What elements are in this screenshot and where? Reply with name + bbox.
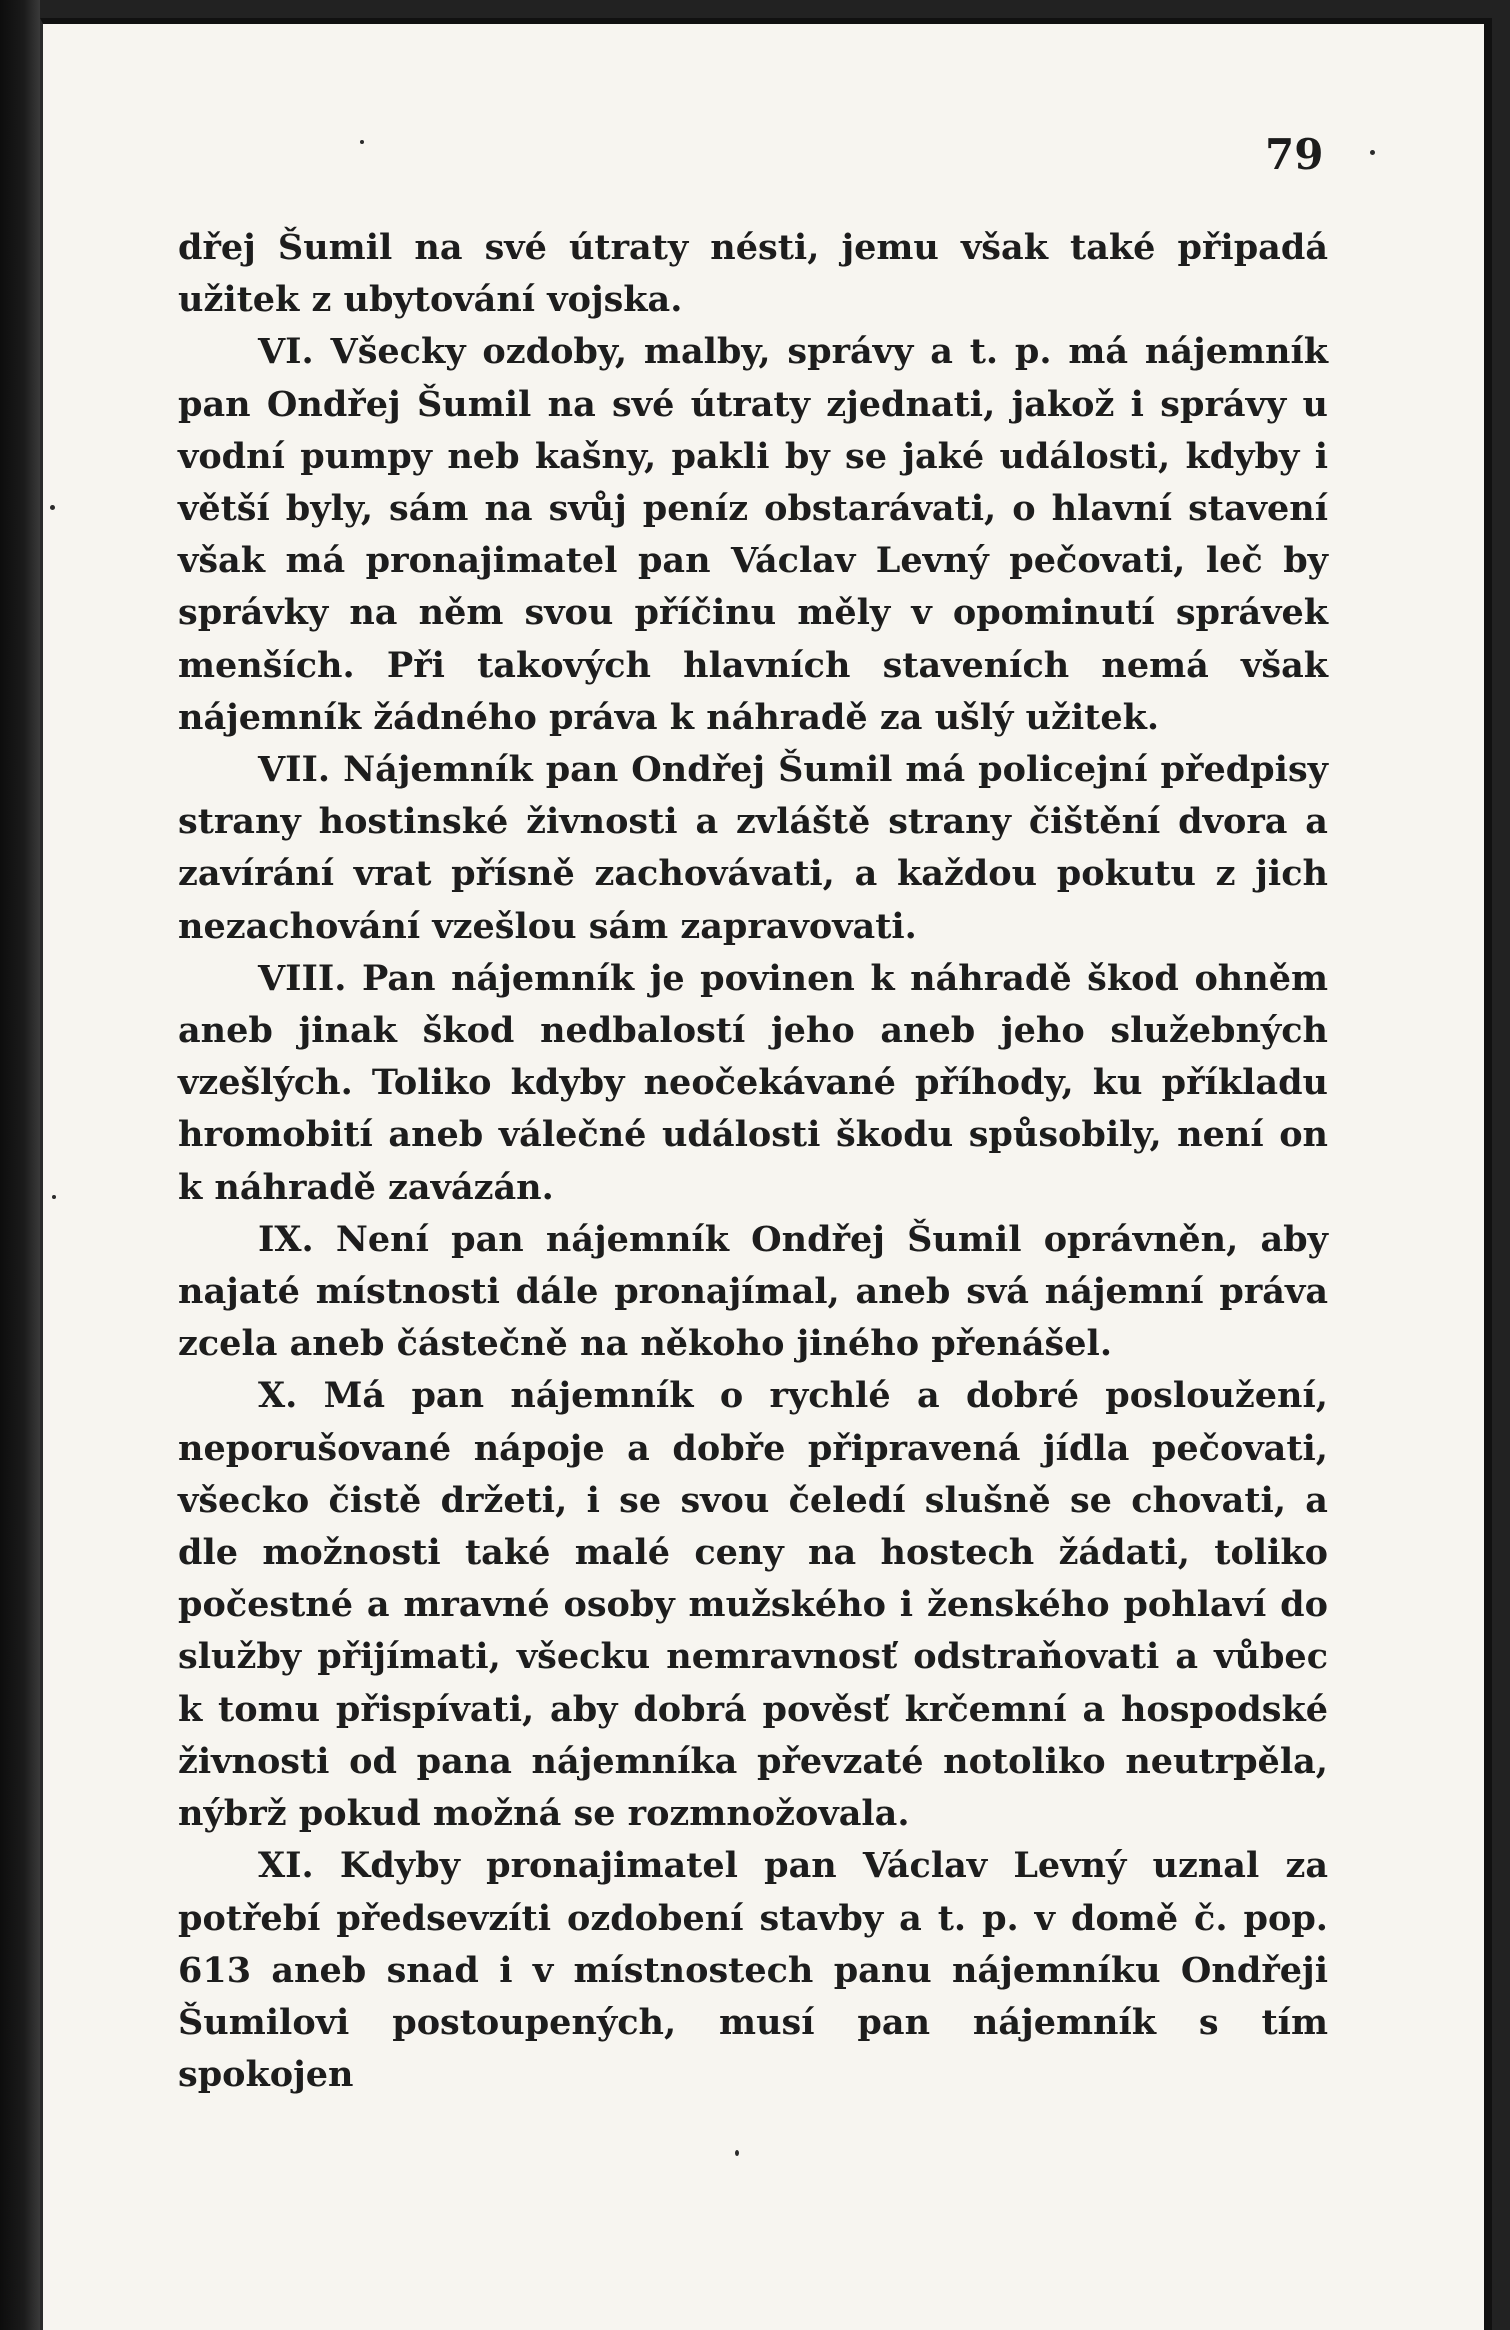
paragraph-article-x: X. Má pan nájemník o rychlé a dobré posloužení, neporušované nápoje a dobře připravená jídla pečovati, všecko čistě držeti, i se svou čeledí slušně se chovati, a dle možnosti také malé ceny na hostech žádati, toliko počestné a mravné osoby mužského i ženského pohlaví do služby přijímati, všecku nemravnosť odstraňovati a vůbec k tomu přispívati, aby dobrá pověsť krčemní a hospodské živnosti od pana nájemníka převzaté notoliko neutrpěla, nýbrž pokud možná se rozmnožovala. — [178, 1375, 1328, 1835]
speck — [735, 2150, 739, 2156]
body-text — [178, 222, 1328, 2101]
speck — [52, 1195, 56, 1199]
paragraph-continuation: dřej Šumil na své útraty nésti, jemu však také připadá užitek z ubytování vojska. — [178, 227, 1328, 321]
paragraph-article-xi: XI. Kdyby pronajimatel pan Václav Levný uznal za potřebí předsevzíti ozdobení stavby a t. p. v domě č. pop. 613 aneb snad i v místnostech panu nájemníku Ondřeji Šumilovi postoupených, musí pan nájemník s tím spokojen — [178, 1845, 1328, 2096]
speck — [1370, 150, 1375, 155]
speck — [360, 140, 364, 144]
paragraph-article-ix: IX. Není pan nájemník Ondřej Šumil oprávněn, aby najaté místnosti dále pronajímal, aneb svá nájemní práva zcela aneb částečně na někoho jiného přenášel. — [178, 1218, 1328, 1365]
book-binding-shadow — [0, 0, 40, 2330]
paragraph-article-viii: VIII. Pan nájemník je povinen k náhradě škod ohněm aneb jinak škod nedbalostí jeho aneb jeho služebných vzešlých. Toliko kdyby neočekávané příhody, ku příkladu hromobití aneb válečné události škodu spůsobily, není on k náhradě zavázán. — [178, 957, 1328, 1208]
speck — [50, 505, 55, 510]
page-number: 79 — [1265, 130, 1324, 179]
paragraph-article-vi: VI. Všecky ozdoby, malby, správy a t. p. má nájemník pan Ondřej Šumil na své útraty zjednati, jakož i správy u vodní pumpy neb kašny, pakli by se jaké události, kdyby i větší byly, sám na svůj peníz obstarávati, o hlavní stavení však má pronajimatel pan Václav Levný pečovati, leč by správky na něm svou příčinu měly v opominutí správek menších. Při takových hlavních staveních nemá však nájemník žádného práva k náhradě za ušlý užitek. — [178, 331, 1328, 738]
paragraph-article-vii: VII. Nájemník pan Ondřej Šumil má policejní předpisy strany hostinské živnosti a zvláště strany čištění dvora a zavírání vrat přísně zachovávati, a každou pokutu z jich nezachování vzešlou sám zapravovati. — [178, 749, 1328, 947]
